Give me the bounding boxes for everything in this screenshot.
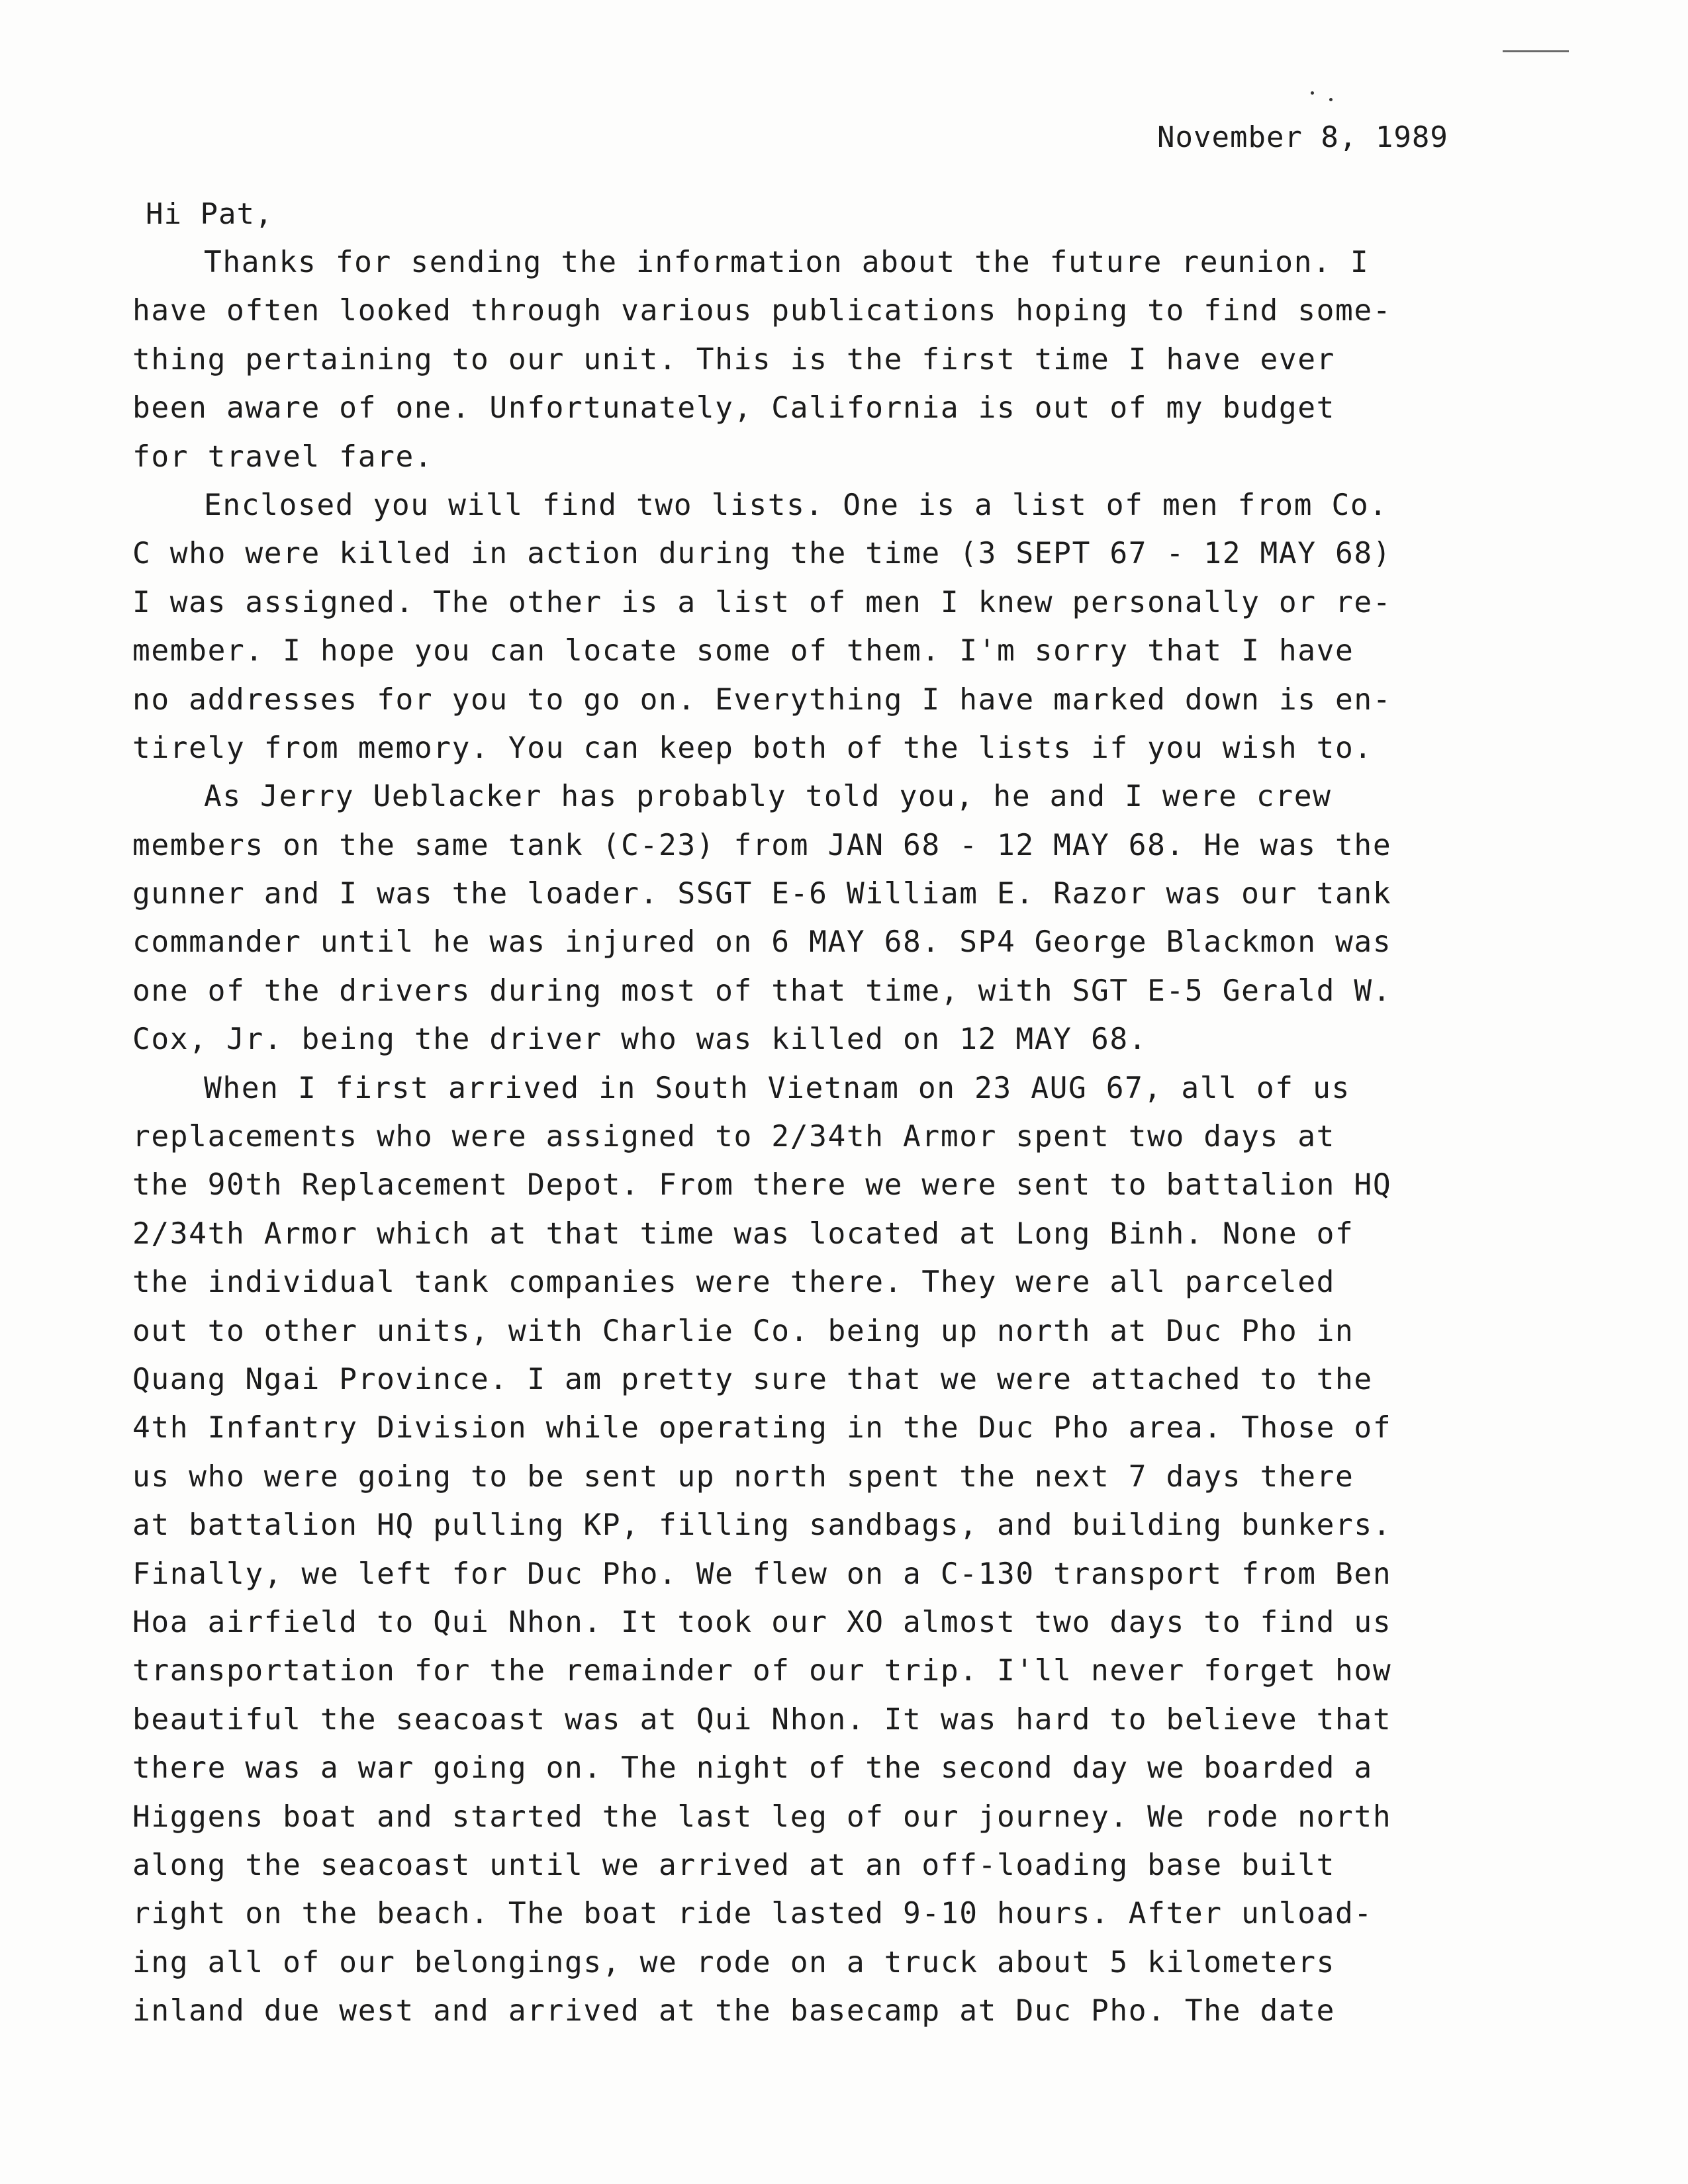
letter-line: 2/34th Armor which at that time was located at Long Binh. None of [132, 1216, 1354, 1251]
letter-line: When I first arrived in South Vietnam on 23 AUG 67, all of us [204, 1071, 1350, 1105]
letter-salutation: Hi Pat, [146, 197, 273, 231]
letter-line: beautiful the seacoast was at Qui Nhon. It was hard to believe that [132, 1702, 1392, 1737]
letter-line: gunner and I was the loader. SSGT E-6 William E. Razor was our tank [132, 877, 1392, 911]
letter-line: the 90th Replacement Depot. From there we were sent to battalion HQ [132, 1168, 1392, 1203]
letter-line: inland due west and arrived at the basecamp at Duc Pho. The date [132, 1994, 1336, 2028]
letter-line: Hoa airfield to Qui Nhon. It took our XO almost two days to find us [132, 1605, 1392, 1639]
letter-line: one of the drivers during most of that time, with SGT E-5 Gerald W. [132, 974, 1392, 1008]
letter-line: commander until he was injured on 6 MAY 68. SP4 George Blackmon was [132, 925, 1392, 960]
letter-line: Cox, Jr. being the driver who was killed on 12 MAY 68. [132, 1023, 1148, 1057]
letter-body [132, 238, 1489, 2035]
letter-line: at battalion HQ pulling KP, filling sandbags, and building bunkers. [132, 1508, 1392, 1543]
letter-line: As Jerry Ueblacker has probably told you, he and I were crew [204, 780, 1332, 814]
letter-line: the individual tank companies were there. They were all parceled [132, 1265, 1336, 1300]
letter-line: replacements who were assigned to 2/34th Armor spent two days at [132, 1120, 1336, 1154]
scan-mark [1503, 50, 1569, 52]
letter-line: Finally, we left for Duc Pho. We flew on a C-130 transport from Ben [132, 1557, 1392, 1591]
letter-line: been aware of one. Unfortunately, California is out of my budget [132, 391, 1336, 426]
letter-line: along the seacoast until we arrived at an off-loading base built [132, 1848, 1336, 1882]
letter-line: no addresses for you to go on. Everything I have marked down is en- [132, 682, 1392, 717]
letter-line: member. I hope you can locate some of them. I'm sorry that I have [132, 634, 1354, 668]
letter-line: out to other units, with Charlie Co. being up north at Duc Pho in [132, 1314, 1354, 1348]
letter-line: I was assigned. The other is a list of men I knew personally or re- [132, 585, 1392, 619]
letter-line: ing all of our belongings, we rode on a truck about 5 kilometers [132, 1945, 1336, 1979]
letter-date: November 8, 1989 [1157, 120, 1448, 154]
letter-line: right on the beach. The boat ride lasted 9-10 hours. After unload- [132, 1897, 1373, 1931]
letter-line: there was a war going on. The night of the second day we boarded a [132, 1751, 1373, 1786]
letter-line: tirely from memory. You can keep both of the lists if you wish to. [132, 731, 1373, 765]
letter-line: us who were going to be sent up north spent the next 7 days there [132, 1459, 1354, 1494]
letter-line: 4th Infantry Division while operating in the Duc Pho area. Those of [132, 1411, 1392, 1445]
scan-specks [1311, 87, 1337, 107]
letter-line: for travel fare. [132, 439, 434, 474]
letter-line: C who were killed in action during the time (3 SEPT 67 - 12 MAY 68) [132, 537, 1392, 571]
letter-line: members on the same tank (C-23) from JAN 68 - 12 MAY 68. He was the [132, 828, 1392, 862]
letter-line: thing pertaining to our unit. This is the first time I have ever [132, 342, 1336, 377]
letter-line: Enclosed you will find two lists. One is a list of men from Co. [204, 488, 1388, 522]
letter-line: Quang Ngai Province. I am pretty sure that we were attached to the [132, 1362, 1373, 1396]
letter-line: have often looked through various publications hoping to find some- [132, 294, 1392, 328]
letter-line: Thanks for sending the information about the future reunion. I [204, 246, 1370, 279]
letter-line: transportation for the remainder of our trip. I'll never forget how [132, 1654, 1392, 1688]
letter-line: Higgens boat and started the last leg of our journey. We rode north [132, 1799, 1392, 1834]
